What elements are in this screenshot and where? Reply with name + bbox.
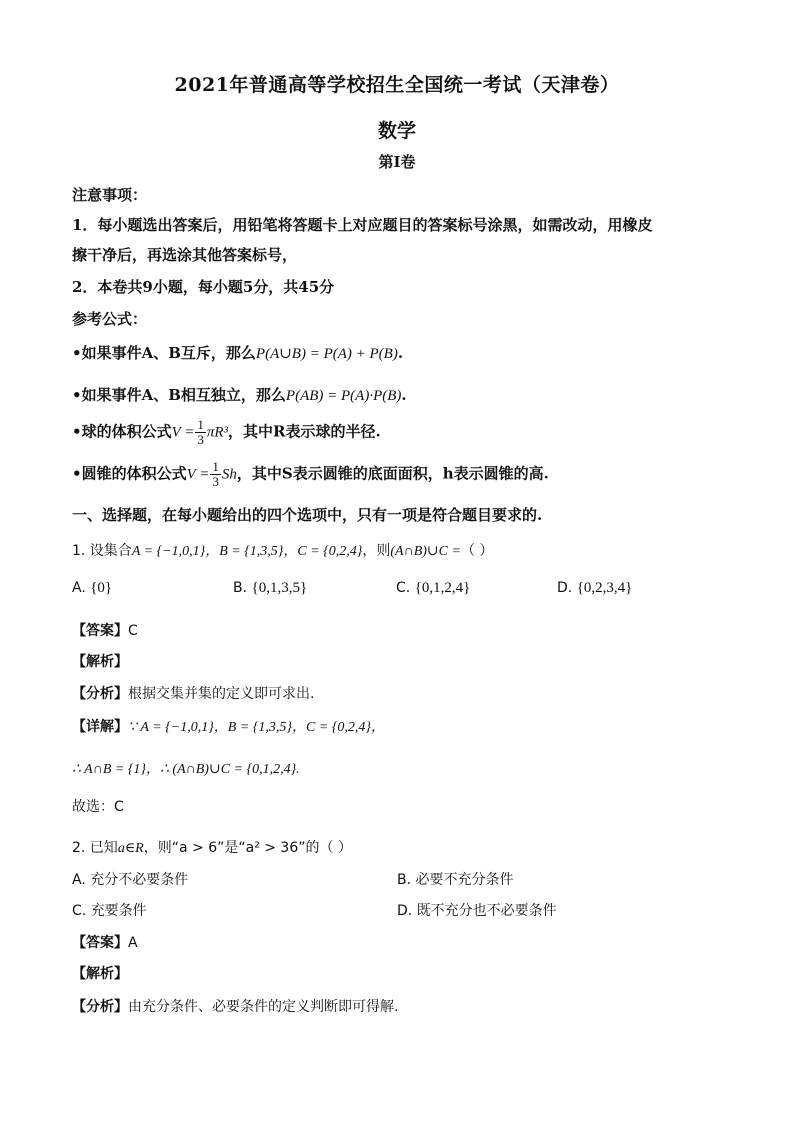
answer-tag: 【答案】 (72, 623, 128, 639)
detail-math: ∵ A = {−1,0,1}，B = {1,3,5}，C = {0,2,4}， (128, 720, 385, 735)
q2-rest: ，则“a > 6”是“a² > 36”的（ ） (143, 840, 352, 856)
option-letter: A. (72, 580, 86, 596)
q1-option-b (233, 580, 307, 597)
q2-option-c (72, 900, 147, 920)
formula-heading: 参考公式： (72, 310, 148, 328)
q1-analysis-tag (72, 651, 128, 671)
option-letter: A. (72, 872, 86, 888)
fenxi-text: 由充分条件、必要条件的定义判断即可得解. (128, 999, 399, 1015)
q2-fenxi (72, 996, 398, 1016)
option-value: {0,1,2,4} (414, 580, 471, 596)
fraction-denominator: 3 (197, 432, 204, 447)
formula-sphere (72, 418, 381, 447)
formula-sphere-lhs: V = (171, 424, 195, 441)
formula-independent-text: •如果事件A、B相互独立，那么 (72, 386, 286, 404)
analysis-tag: 【解析】 (72, 654, 128, 670)
fraction-numerator: 1 (197, 417, 204, 432)
q1-answer (72, 620, 138, 640)
formula-exclusive-math: P(A∪B) = P(A) + P(B) (255, 346, 398, 362)
formula-exclusive-end: . (397, 344, 404, 362)
formula-independent-math: P(AB) = P(A)·P(B) (285, 388, 402, 404)
q1-detail (72, 716, 385, 736)
q1-option-c (396, 580, 470, 597)
option-letter: D. (557, 580, 573, 596)
formula-exclusive-text: •如果事件A、B互斥，那么 (72, 344, 256, 362)
option-value: 充要条件 (90, 903, 147, 919)
volume-label: 第I卷 (378, 153, 416, 171)
q2-answer (72, 932, 138, 952)
formula-sphere-end: ，其中R表示球的半径. (228, 422, 381, 441)
q2-analysis-tag (72, 963, 128, 983)
detail-2-math: ∴ A∩B = {1}，∴ (A∩B)∪C = {0,1,2,4}. (72, 762, 300, 777)
q2-math: a∈R (117, 841, 144, 856)
formula-independent-end: . (401, 386, 407, 404)
question-2-stem (72, 837, 352, 857)
option-value: {0} (90, 580, 113, 596)
q1-sets-math: A = {−1,0,1}，B = {1,3,5}，C = {0,2,4} (131, 544, 363, 559)
formula-cone-rhs: Sh (221, 466, 237, 483)
q1-fenxi (72, 683, 314, 703)
option-letter: C. (396, 580, 411, 596)
formula-cone-fraction (210, 460, 221, 489)
option-value: 充分不必要条件 (90, 872, 189, 888)
exam-title: 2021年普通高等学校招生全国统一考试（天津卷） (174, 74, 620, 96)
formula-sphere-fraction (195, 418, 206, 447)
q1-detail-2 (72, 758, 300, 778)
option-value: {0,2,3,4} (576, 580, 633, 596)
q2-option-b (397, 869, 514, 889)
formula-exclusive (72, 342, 403, 363)
formula-cone-end: ，其中S表示圆锥的底面面积，h表示圆锥的高. (236, 464, 549, 483)
formula-cone-lhs: V = (186, 466, 210, 483)
detail-tag: 【详解】 (72, 719, 128, 735)
option-value: 必要不充分条件 (415, 872, 514, 888)
subject-title: 数学 (377, 120, 416, 142)
formula-independent (72, 384, 407, 405)
answer-value: A (128, 935, 138, 951)
formula-sphere-rhs: πR³ (206, 424, 229, 441)
answer-value: C (128, 623, 138, 639)
q1-prefix: 1. 设集合 (72, 543, 132, 559)
option-letter: C. (72, 903, 87, 919)
section-heading: 一、选择题，在每小题给出的四个选项中，只有一项是符合题目要求的. (72, 506, 543, 524)
analysis-tag: 【解析】 (72, 966, 128, 982)
option-value: 既不充分也不必要条件 (416, 903, 557, 919)
formula-sphere-text: •球的体积公式 (72, 422, 172, 441)
q1-choose: 故选：C (72, 799, 124, 815)
q2-option-d (397, 900, 557, 920)
formula-cone (72, 460, 549, 489)
q1-expression-math: (A∩B)∪C = (390, 544, 461, 559)
option-letter: D. (397, 903, 413, 919)
option-letter: B. (397, 872, 412, 888)
notice-heading: 注意事项： (72, 186, 148, 204)
fraction-numerator: 1 (212, 459, 219, 474)
formula-cone-text: •圆锥的体积公式 (72, 464, 187, 483)
answer-tag: 【答案】 (72, 935, 128, 951)
notice-item-2: 2．本卷共9小题，每小题5分，共45分 (72, 278, 335, 296)
option-letter: B. (233, 580, 248, 596)
fraction-denominator: 3 (212, 474, 219, 489)
fenxi-tag: 【分析】 (72, 999, 128, 1015)
fenxi-text: 根据交集并集的定义即可求出. (128, 686, 315, 702)
notice-item-1-line-2: 擦干净后，再选涂其他答案标号， (72, 246, 298, 264)
q2-prefix: 2. 已知 (72, 840, 118, 856)
option-value: {0,1,3,5} (251, 580, 308, 596)
question-1-stem (72, 540, 493, 560)
q2-option-a (72, 869, 188, 889)
q1-option-d (557, 580, 632, 597)
notice-item-1-line-1: 1．每小题选出答案后，用铅笔将答题卡上对应题目的答案标号涂黑，如需改动，用橡皮 (72, 216, 653, 234)
q1-mid: ，则 (362, 543, 391, 559)
q1-option-a (72, 580, 112, 597)
fenxi-tag: 【分析】 (72, 686, 128, 702)
q1-end: （ ） (460, 543, 494, 559)
